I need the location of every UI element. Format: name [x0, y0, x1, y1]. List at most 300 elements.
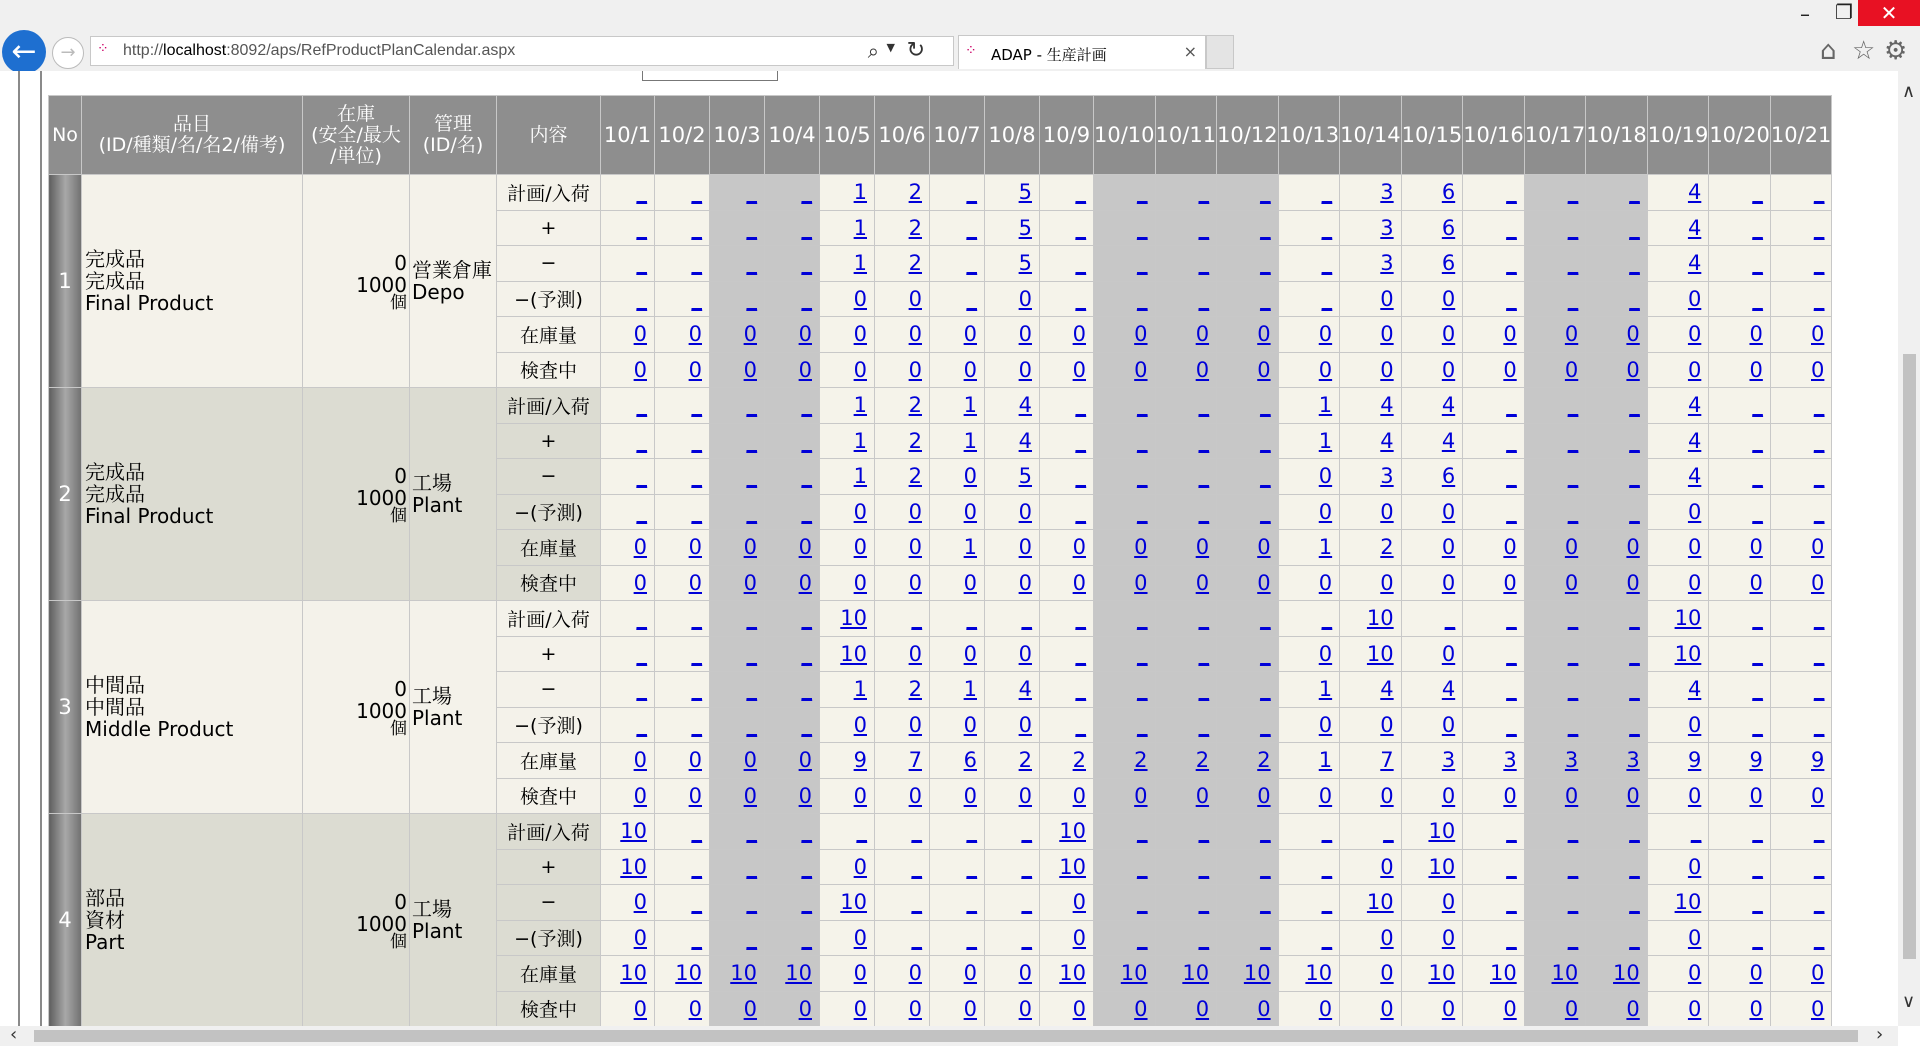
plan-cell-link[interactable]: _ — [1383, 819, 1394, 844]
plan-cell-link[interactable]: _ — [746, 712, 757, 737]
plan-cell-link[interactable]: _ — [1752, 251, 1763, 276]
plan-cell-link[interactable]: 0 — [1503, 570, 1517, 595]
plan-cell-link[interactable]: 0 — [798, 535, 812, 560]
plan-cell-link[interactable]: _ — [1198, 464, 1210, 489]
plan-cell-link[interactable]: 4 — [1380, 428, 1394, 453]
plan-cell-link[interactable]: _ — [1021, 890, 1032, 915]
plan-cell-link[interactable]: 6 — [1441, 464, 1456, 489]
plan-cell-link[interactable]: 0 — [1318, 322, 1333, 347]
plan-cell-link[interactable]: _ — [636, 712, 647, 737]
plan-cell-link[interactable]: _ — [636, 393, 647, 418]
plan-cell-link[interactable]: _ — [1021, 854, 1032, 879]
plan-cell-link[interactable]: _ — [1629, 606, 1640, 631]
plan-cell-link[interactable]: _ — [1752, 641, 1763, 666]
plan-cell-link[interactable]: 0 — [1811, 535, 1825, 560]
plan-cell-link[interactable]: 0 — [1441, 783, 1456, 808]
plan-cell-link[interactable]: _ — [1506, 712, 1517, 737]
plan-cell-link[interactable]: 0 — [1072, 570, 1086, 595]
plan-cell-link[interactable]: 1 — [963, 393, 977, 418]
plan-cell-link[interactable]: 10 — [1182, 961, 1210, 986]
plan-cell-link[interactable]: _ — [636, 251, 647, 276]
plan-cell-link[interactable]: _ — [801, 428, 812, 453]
plan-cell-link[interactable]: 0 — [1195, 322, 1210, 347]
plan-cell-link[interactable]: 0 — [1749, 322, 1763, 347]
plan-cell-link[interactable]: _ — [1137, 428, 1148, 453]
plan-cell-link[interactable]: _ — [1752, 499, 1763, 524]
plan-cell-link[interactable]: _ — [801, 641, 812, 666]
plan-cell-link[interactable]: 10 — [1305, 961, 1333, 986]
plan-cell-link[interactable]: 0 — [688, 357, 702, 382]
plan-cell-link[interactable]: 10 — [730, 961, 757, 986]
plan-cell-link[interactable]: _ — [801, 464, 812, 489]
plan-cell-link[interactable]: 0 — [1749, 357, 1763, 382]
plan-cell-link[interactable]: _ — [1629, 890, 1640, 915]
plan-cell-link[interactable]: _ — [1021, 819, 1032, 844]
plan-cell-link[interactable]: _ — [1137, 286, 1148, 311]
plan-cell-link[interactable]: _ — [1506, 464, 1517, 489]
plan-cell-link[interactable]: _ — [801, 854, 812, 879]
plan-cell-link[interactable]: 0 — [1687, 570, 1702, 595]
plan-cell-link[interactable]: _ — [1567, 925, 1579, 950]
browser-tab[interactable] — [958, 35, 1206, 69]
plan-cell-link[interactable]: 0 — [1318, 570, 1333, 595]
plan-cell-link[interactable]: 2 — [908, 215, 922, 240]
plan-cell-link[interactable]: _ — [1813, 890, 1825, 915]
plan-cell-link[interactable]: _ — [1567, 606, 1579, 631]
plan-cell-link[interactable]: _ — [1752, 464, 1763, 489]
forward-button[interactable]: → — [52, 37, 84, 69]
plan-cell-link[interactable]: 2 — [1257, 748, 1271, 773]
plan-cell-link[interactable]: 0 — [853, 783, 867, 808]
plan-cell-link[interactable]: 0 — [1380, 570, 1394, 595]
plan-cell-link[interactable]: 0 — [1564, 783, 1579, 808]
plan-cell-link[interactable]: 0 — [633, 322, 647, 347]
plan-cell-link[interactable]: 0 — [908, 641, 922, 666]
plan-cell-link[interactable]: _ — [1075, 641, 1086, 666]
plan-cell-link[interactable]: _ — [1021, 925, 1032, 950]
plan-cell-link[interactable]: 0 — [633, 570, 647, 595]
plan-cell-link[interactable]: 10 — [1366, 890, 1394, 915]
plan-cell-link[interactable]: _ — [1506, 890, 1517, 915]
plan-cell-link[interactable]: _ — [1321, 890, 1333, 915]
plan-cell-link[interactable]: _ — [1629, 393, 1640, 418]
plan-cell-link[interactable]: 1 — [853, 215, 867, 240]
plan-cell-link[interactable]: _ — [1137, 215, 1148, 240]
plan-cell-link[interactable]: 10 — [1243, 961, 1271, 986]
plan-cell-link[interactable]: 0 — [1018, 783, 1032, 808]
plan-cell-link[interactable]: 1 — [1318, 748, 1333, 773]
plan-cell-link[interactable]: 0 — [633, 783, 647, 808]
plan-cell-link[interactable]: _ — [636, 499, 647, 524]
plan-cell-link[interactable]: _ — [1506, 286, 1517, 311]
plan-cell-link[interactable]: _ — [1506, 215, 1517, 240]
plan-cell-link[interactable]: 0 — [908, 286, 922, 311]
plan-cell-link[interactable]: 0 — [1626, 322, 1640, 347]
plan-cell-link[interactable]: 0 — [853, 854, 867, 879]
plan-cell-link[interactable]: 0 — [1195, 535, 1210, 560]
horizontal-scroll-thumb[interactable] — [34, 1030, 1858, 1042]
plan-cell-link[interactable]: 0 — [1749, 961, 1763, 986]
plan-cell-link[interactable]: 0 — [1687, 712, 1702, 737]
plan-cell-link[interactable]: _ — [691, 251, 702, 276]
plan-cell-link[interactable]: 10 — [1059, 854, 1086, 879]
plan-cell-link[interactable]: 0 — [1687, 925, 1702, 950]
plan-cell-link[interactable]: 0 — [963, 783, 977, 808]
plan-cell-link[interactable]: 0 — [1626, 357, 1640, 382]
plan-cell-link[interactable]: _ — [1260, 677, 1271, 702]
plan-cell-link[interactable]: 0 — [688, 996, 702, 1021]
plan-cell-link[interactable]: 0 — [1687, 322, 1702, 347]
plan-cell-link[interactable]: _ — [1321, 925, 1333, 950]
plan-cell-link[interactable]: _ — [746, 677, 757, 702]
plan-cell-link[interactable]: _ — [691, 428, 702, 453]
plan-cell-link[interactable]: _ — [1260, 428, 1271, 453]
plan-cell-link[interactable]: 0 — [1687, 286, 1702, 311]
plan-cell-link[interactable]: 0 — [1441, 499, 1456, 524]
plan-cell-link[interactable]: 0 — [1380, 286, 1394, 311]
plan-cell-link[interactable]: 2 — [908, 251, 922, 276]
plan-cell-link[interactable]: _ — [1567, 251, 1579, 276]
plan-cell-link[interactable]: 0 — [1626, 570, 1640, 595]
plan-cell-link[interactable]: _ — [1752, 677, 1763, 702]
plan-cell-link[interactable]: _ — [801, 819, 812, 844]
plan-cell-link[interactable]: 0 — [1018, 570, 1032, 595]
plan-cell-link[interactable]: _ — [1321, 286, 1333, 311]
plan-cell-link[interactable]: _ — [966, 819, 977, 844]
plan-cell-link[interactable]: 7 — [1380, 748, 1394, 773]
plan-cell-link[interactable]: _ — [801, 286, 812, 311]
plan-cell-link[interactable]: 3 — [1564, 748, 1579, 773]
plan-cell-link[interactable]: _ — [1506, 854, 1517, 879]
plan-cell-link[interactable]: 0 — [1018, 357, 1032, 382]
plan-cell-link[interactable]: 0 — [853, 570, 867, 595]
plan-cell-link[interactable]: _ — [1260, 925, 1271, 950]
plan-cell-link[interactable]: 7 — [908, 748, 922, 773]
plan-cell-link[interactable]: 0 — [1626, 996, 1640, 1021]
plan-cell-link[interactable]: 0 — [1318, 357, 1333, 382]
plan-cell-link[interactable]: 0 — [963, 357, 977, 382]
plan-cell-link[interactable]: 0 — [1503, 996, 1517, 1021]
plan-cell-link[interactable]: _ — [856, 819, 867, 844]
horizontal-scrollbar[interactable] — [0, 1026, 1898, 1046]
plan-cell-link[interactable]: _ — [1260, 854, 1271, 879]
plan-cell-link[interactable]: _ — [1813, 180, 1825, 205]
plan-cell-link[interactable]: _ — [966, 606, 977, 631]
plan-cell-link[interactable]: 1 — [853, 677, 867, 702]
plan-cell-link[interactable]: _ — [1752, 606, 1763, 631]
plan-cell-link[interactable]: 0 — [963, 322, 977, 347]
plan-cell-link[interactable]: 1 — [963, 677, 977, 702]
plan-cell-link[interactable]: 0 — [853, 286, 867, 311]
vertical-scrollbar[interactable] — [1898, 71, 1920, 1026]
plan-cell-link[interactable]: 0 — [743, 535, 757, 560]
plan-cell-link[interactable]: _ — [1629, 251, 1640, 276]
plan-cell-link[interactable]: 0 — [633, 925, 647, 950]
plan-cell-link[interactable]: _ — [1137, 819, 1148, 844]
plan-cell-link[interactable]: 0 — [1195, 996, 1210, 1021]
plan-cell-link[interactable]: 4 — [1687, 215, 1702, 240]
plan-cell-link[interactable]: _ — [691, 712, 702, 737]
plan-cell-link[interactable]: 4 — [1380, 677, 1394, 702]
plan-cell-link[interactable]: 0 — [688, 748, 702, 773]
plan-cell-link[interactable]: _ — [1506, 819, 1517, 844]
plan-cell-link[interactable]: 0 — [1811, 996, 1825, 1021]
plan-cell-link[interactable]: 0 — [1134, 322, 1148, 347]
plan-cell-link[interactable]: _ — [1198, 854, 1210, 879]
plan-cell-link[interactable]: _ — [1198, 251, 1210, 276]
plan-cell-link[interactable]: _ — [691, 464, 702, 489]
plan-cell-link[interactable]: _ — [1075, 428, 1086, 453]
plan-cell-link[interactable]: 0 — [1380, 322, 1394, 347]
plan-cell-link[interactable]: 0 — [1441, 712, 1456, 737]
plan-cell-link[interactable]: 0 — [1503, 357, 1517, 382]
plan-cell-link[interactable]: 1 — [963, 535, 977, 560]
plan-cell-link[interactable]: 6 — [1441, 180, 1456, 205]
plan-cell-link[interactable]: 0 — [1380, 996, 1394, 1021]
plan-cell-link[interactable]: 4 — [1018, 393, 1032, 418]
plan-cell-link[interactable]: 10 — [785, 961, 812, 986]
plan-cell-link[interactable]: 0 — [853, 357, 867, 382]
address-url[interactable]: http://localhost:8092/aps/RefProductPlanCalendar.aspx — [123, 42, 516, 59]
plan-cell-link[interactable]: _ — [691, 286, 702, 311]
plan-cell-link[interactable]: _ — [1813, 428, 1825, 453]
refresh-icon[interactable]: ↻ — [906, 38, 925, 63]
plan-cell-link[interactable]: _ — [1567, 677, 1579, 702]
plan-cell-link[interactable]: 0 — [1811, 322, 1825, 347]
plan-cell-link[interactable]: 10 — [840, 641, 867, 666]
plan-cell-link[interactable]: _ — [1752, 428, 1763, 453]
plan-cell-link[interactable]: _ — [1813, 641, 1825, 666]
plan-cell-link[interactable]: 2 — [1195, 748, 1210, 773]
plan-cell-link[interactable]: 0 — [688, 783, 702, 808]
plan-cell-link[interactable]: 0 — [633, 535, 647, 560]
plan-cell-link[interactable]: 4 — [1441, 393, 1456, 418]
plan-cell-link[interactable]: _ — [966, 251, 977, 276]
plan-cell-link[interactable]: _ — [1444, 606, 1456, 631]
plan-cell-link[interactable]: 0 — [1380, 712, 1394, 737]
plan-cell-link[interactable]: _ — [1567, 854, 1579, 879]
plan-cell-link[interactable]: 0 — [1749, 783, 1763, 808]
plan-cell-link[interactable]: _ — [1137, 677, 1148, 702]
plan-cell-link[interactable]: 0 — [743, 783, 757, 808]
plan-cell-link[interactable]: 10 — [1613, 961, 1640, 986]
plan-cell-link[interactable]: _ — [1567, 641, 1579, 666]
new-tab-button[interactable] — [1206, 35, 1234, 69]
plan-cell-link[interactable]: _ — [1813, 286, 1825, 311]
plan-cell-link[interactable]: _ — [1075, 712, 1086, 737]
plan-cell-link[interactable]: _ — [1260, 641, 1271, 666]
plan-cell-link[interactable]: _ — [746, 393, 757, 418]
plan-cell-link[interactable]: _ — [1321, 180, 1333, 205]
plan-cell-link[interactable]: _ — [1813, 251, 1825, 276]
plan-cell-link[interactable]: 10 — [1366, 606, 1394, 631]
plan-cell-link[interactable]: 0 — [1441, 641, 1456, 666]
plan-cell-link[interactable]: 0 — [1257, 783, 1271, 808]
plan-cell-link[interactable]: _ — [1752, 925, 1763, 950]
plan-cell-link[interactable]: _ — [691, 499, 702, 524]
plan-cell-link[interactable]: 0 — [1318, 783, 1333, 808]
plan-cell-link[interactable]: _ — [1198, 180, 1210, 205]
plan-cell-link[interactable]: 0 — [1257, 570, 1271, 595]
plan-cell-link[interactable]: 2 — [908, 393, 922, 418]
plan-cell-link[interactable]: _ — [801, 215, 812, 240]
plan-cell-link[interactable]: _ — [1813, 677, 1825, 702]
plan-cell-link[interactable]: 0 — [688, 570, 702, 595]
plan-cell-link[interactable]: _ — [1567, 499, 1579, 524]
plan-cell-link[interactable]: 0 — [1380, 357, 1394, 382]
plan-cell-link[interactable]: 0 — [1195, 357, 1210, 382]
plan-cell-link[interactable]: _ — [1321, 819, 1333, 844]
plan-cell-link[interactable]: 0 — [1018, 322, 1032, 347]
plan-cell-link[interactable]: 0 — [1503, 535, 1517, 560]
plan-cell-link[interactable]: 0 — [633, 996, 647, 1021]
plan-cell-link[interactable]: 0 — [963, 499, 977, 524]
plan-cell-link[interactable]: _ — [801, 606, 812, 631]
plan-cell-link[interactable]: 4 — [1380, 393, 1394, 418]
settings-gear-icon[interactable]: ⚙ — [1884, 36, 1908, 66]
plan-cell-link[interactable]: _ — [1260, 464, 1271, 489]
plan-cell-link[interactable]: 0 — [1441, 357, 1456, 382]
plan-cell-link[interactable]: 1 — [1318, 677, 1333, 702]
plan-cell-link[interactable]: 10 — [840, 606, 867, 631]
home-icon[interactable]: ⌂ — [1820, 36, 1837, 66]
plan-cell-link[interactable]: 2 — [908, 428, 922, 453]
plan-cell-link[interactable]: 0 — [1257, 535, 1271, 560]
plan-cell-link[interactable]: _ — [1321, 606, 1333, 631]
plan-cell-link[interactable]: _ — [801, 180, 812, 205]
plan-cell-link[interactable]: 0 — [853, 322, 867, 347]
plan-cell-link[interactable]: 0 — [1318, 641, 1333, 666]
plan-cell-link[interactable]: 10 — [1428, 819, 1456, 844]
plan-cell-link[interactable]: 0 — [1687, 996, 1702, 1021]
plan-cell-link[interactable]: _ — [966, 925, 977, 950]
plan-cell-link[interactable]: 3 — [1626, 748, 1640, 773]
plan-cell-link[interactable]: 0 — [1441, 535, 1456, 560]
plan-cell-link[interactable]: 10 — [620, 819, 647, 844]
plan-cell-link[interactable]: _ — [1198, 890, 1210, 915]
plan-cell-link[interactable]: _ — [1813, 393, 1825, 418]
dropdown-icon[interactable]: ▼ — [886, 41, 895, 54]
plan-cell-link[interactable]: _ — [1752, 890, 1763, 915]
plan-cell-link[interactable]: 0 — [963, 464, 977, 489]
plan-cell-link[interactable]: _ — [1021, 606, 1032, 631]
plan-cell-link[interactable]: _ — [911, 606, 922, 631]
back-button[interactable]: ← — [2, 30, 46, 74]
plan-cell-link[interactable]: 10 — [1674, 606, 1702, 631]
plan-cell-link[interactable]: 4 — [1687, 677, 1702, 702]
plan-cell-link[interactable]: 0 — [963, 961, 977, 986]
plan-cell-link[interactable]: 0 — [1018, 499, 1032, 524]
plan-cell-link[interactable]: _ — [1137, 499, 1148, 524]
plan-cell-link[interactable]: _ — [1137, 464, 1148, 489]
plan-cell-link[interactable]: 0 — [853, 535, 867, 560]
plan-cell-link[interactable]: _ — [1075, 286, 1086, 311]
plan-cell-link[interactable]: _ — [1506, 393, 1517, 418]
plan-cell-link[interactable]: 0 — [1441, 925, 1456, 950]
plan-cell-link[interactable]: _ — [1506, 925, 1517, 950]
plan-cell-link[interactable]: 9 — [1749, 748, 1763, 773]
plan-cell-link[interactable]: _ — [1629, 819, 1640, 844]
plan-cell-link[interactable]: _ — [746, 819, 757, 844]
plan-cell-link[interactable]: 0 — [1018, 286, 1032, 311]
plan-cell-link[interactable]: _ — [1137, 393, 1148, 418]
plan-cell-link[interactable]: 10 — [1674, 641, 1702, 666]
plan-cell-link[interactable]: 0 — [1072, 925, 1086, 950]
plan-cell-link[interactable]: _ — [1075, 180, 1086, 205]
restore-icon[interactable]: ❐ — [1835, 0, 1853, 24]
plan-cell-link[interactable]: 5 — [1018, 215, 1032, 240]
plan-cell-link[interactable]: 0 — [743, 570, 757, 595]
plan-cell-link[interactable]: _ — [746, 464, 757, 489]
plan-cell-link[interactable]: 0 — [853, 712, 867, 737]
plan-cell-link[interactable]: _ — [746, 925, 757, 950]
plan-cell-link[interactable]: 0 — [798, 357, 812, 382]
plan-cell-link[interactable]: 0 — [798, 322, 812, 347]
plan-cell-link[interactable]: _ — [966, 890, 977, 915]
plan-cell-link[interactable]: 0 — [853, 996, 867, 1021]
plan-cell-link[interactable]: _ — [691, 215, 702, 240]
plan-cell-link[interactable]: 10 — [1489, 961, 1517, 986]
plan-cell-link[interactable]: _ — [911, 819, 922, 844]
plan-cell-link[interactable]: 0 — [963, 641, 977, 666]
plan-cell-link[interactable]: 6 — [1441, 215, 1456, 240]
plan-cell-link[interactable]: _ — [1137, 890, 1148, 915]
plan-cell-link[interactable]: _ — [746, 180, 757, 205]
scroll-right-icon[interactable]: › — [1876, 1024, 1884, 1045]
plan-cell-link[interactable]: 0 — [1503, 322, 1517, 347]
plan-cell-link[interactable]: _ — [746, 428, 757, 453]
plan-cell-link[interactable]: 0 — [908, 570, 922, 595]
plan-cell-link[interactable]: _ — [1629, 677, 1640, 702]
plan-cell-link[interactable]: _ — [801, 251, 812, 276]
plan-cell-link[interactable]: 0 — [798, 748, 812, 773]
plan-cell-link[interactable]: _ — [966, 180, 977, 205]
plan-cell-link[interactable]: 1 — [853, 464, 867, 489]
plan-cell-link[interactable]: _ — [801, 890, 812, 915]
plan-cell-link[interactable]: _ — [1137, 606, 1148, 631]
plan-cell-link[interactable]: 0 — [1687, 357, 1702, 382]
plan-cell-link[interactable]: _ — [1506, 180, 1517, 205]
plan-cell-link[interactable]: 0 — [1072, 322, 1086, 347]
plan-cell-link[interactable]: _ — [691, 393, 702, 418]
plan-cell-link[interactable]: _ — [1752, 712, 1763, 737]
plan-cell-link[interactable]: _ — [1506, 251, 1517, 276]
plan-cell-link[interactable]: 0 — [853, 499, 867, 524]
plan-cell-link[interactable]: 10 — [1428, 961, 1456, 986]
plan-cell-link[interactable]: _ — [1260, 712, 1271, 737]
plan-cell-link[interactable]: 0 — [1811, 783, 1825, 808]
plan-cell-link[interactable]: _ — [1752, 286, 1763, 311]
plan-cell-link[interactable]: _ — [1567, 890, 1579, 915]
plan-cell-link[interactable]: 2 — [1380, 535, 1394, 560]
plan-cell-link[interactable]: 0 — [908, 996, 922, 1021]
plan-cell-link[interactable]: _ — [746, 215, 757, 240]
plan-cell-link[interactable]: _ — [1198, 925, 1210, 950]
plan-cell-link[interactable]: 0 — [743, 748, 757, 773]
plan-cell-link[interactable]: 5 — [1018, 464, 1032, 489]
plan-cell-link[interactable]: _ — [691, 890, 702, 915]
plan-cell-link[interactable]: 0 — [1318, 996, 1333, 1021]
scroll-down-icon[interactable]: ∨ — [1902, 991, 1916, 1012]
plan-cell-link[interactable]: 0 — [1441, 570, 1456, 595]
plan-cell-link[interactable]: _ — [636, 428, 647, 453]
plan-cell-link[interactable]: _ — [1813, 819, 1825, 844]
plan-cell-link[interactable]: _ — [1198, 712, 1210, 737]
plan-cell-link[interactable]: _ — [1567, 712, 1579, 737]
plan-cell-link[interactable]: _ — [966, 215, 977, 240]
plan-cell-link[interactable]: 0 — [1072, 783, 1086, 808]
plan-cell-link[interactable]: 5 — [1018, 251, 1032, 276]
